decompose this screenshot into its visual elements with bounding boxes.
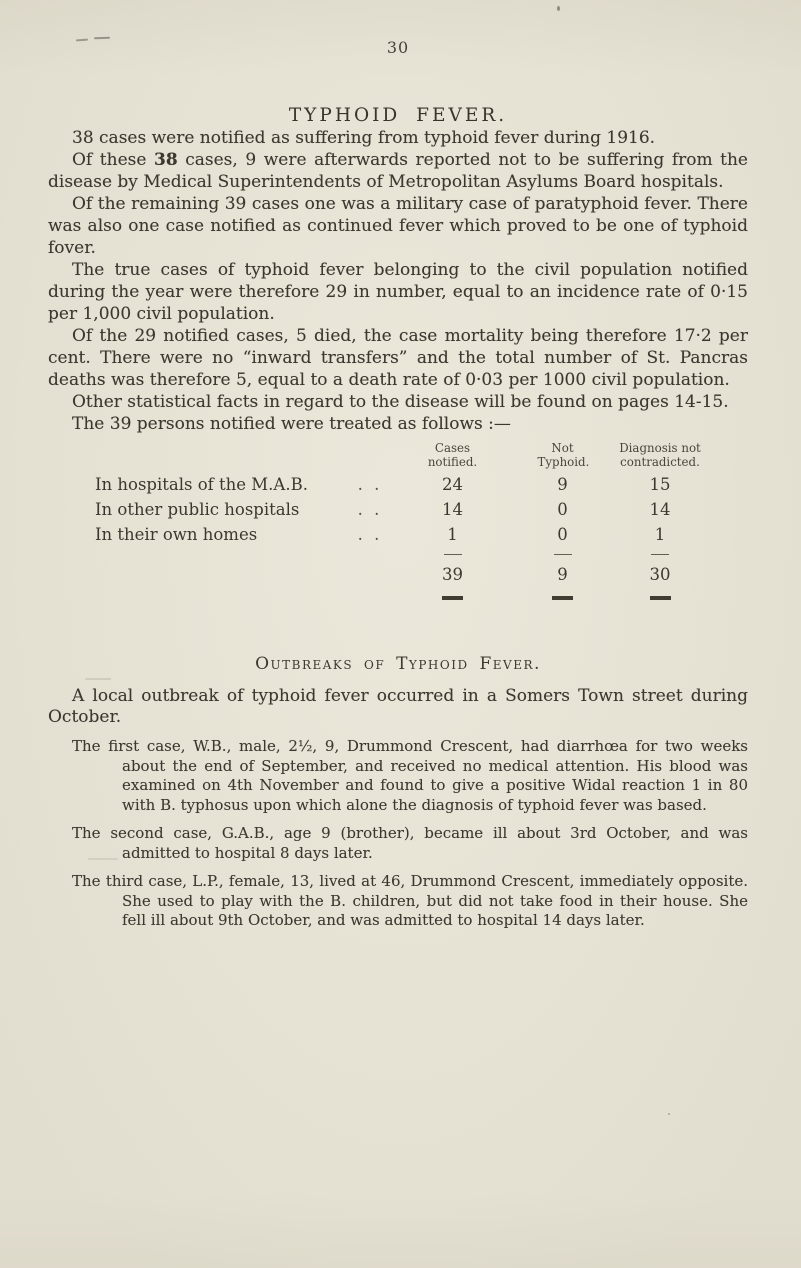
table-row (95, 522, 715, 547)
total-value: 9 (557, 565, 568, 584)
column-header-cases-notified: Cases notified. (427, 441, 478, 469)
paragraph-cases-notified: 38 cases were notified as suffering from typhoid fever during 1916. (72, 128, 656, 148)
bold-case-count: 38 (154, 150, 178, 170)
closing-rule-row (95, 589, 715, 607)
cell-value: 14 (442, 500, 463, 519)
case-description-first: The first case, W.B., male, 2½, 9, Drummond Crescent, had diarrhœa for two weeks about the end of September, and received no medical attention. His blood was examined on 4th November and found to give a positive Widal reaction 1 in 80 with B. typhosus upon which alone the diagnosis of typhoid fever was based. (72, 737, 748, 814)
dot-leader: . . (357, 500, 383, 519)
closing-rule (515, 596, 610, 600)
table-row (95, 497, 715, 522)
paragraph-text: cases, 9 were afterwards reported not to be suffering from the disease by Medical Superintendents of Metropolitan Asylums Board hospitals. (48, 150, 748, 192)
column-header-diagnosis: Diagnosis not contradicted. (619, 441, 701, 469)
cell-value: 15 (649, 475, 671, 494)
cell-value: 0 (557, 500, 568, 519)
row-label: In other public hospitals (95, 500, 300, 519)
table-totals-row (95, 562, 715, 587)
sum-rule (390, 554, 515, 556)
cell-value: 9 (557, 475, 568, 494)
section-heading-outbreaks: Outbreaks of Typhoid Fever. (255, 654, 541, 674)
column-header-not-typhoid: Not Typhoid. (537, 441, 590, 469)
total-value: 30 (649, 565, 671, 584)
paragraph-treated-intro: The 39 persons notified were treated as follows :— (72, 414, 511, 434)
table-row (95, 472, 715, 497)
dot-leader: . . (357, 525, 383, 544)
closing-rule (390, 596, 515, 600)
row-label: In hospitals of the M.A.B. (95, 475, 308, 494)
cell-value: 14 (649, 500, 671, 519)
paragraph-remaining-cases: Of the remaining 39 cases one was a military case of paratyphoid fever. There was also one case notified as continued fever which proved to be one of typhoid fover. (48, 194, 748, 258)
scan-speck (668, 1113, 670, 1115)
total-value: 39 (442, 565, 463, 584)
case-description-second: The second case, G.A.B., age 9 (brother), became ill about 3rd October, and was admitted to hospital 8 days later. (72, 824, 748, 862)
paragraph-mortality: Of the 29 notified cases, 5 died, the case mortality being therefore 17·2 per cent. There were no “inward transfers” and the total number of St. Pancras deaths was therefore 5, equal to a death rate of 0·03 per 1000 civil population. (48, 326, 748, 390)
sum-rule (515, 554, 610, 556)
paragraph-statistical-facts: Other statistical facts in regard to the disease will be found on pages 14-15. (72, 392, 729, 412)
paragraph-true-cases: The true cases of typhoid fever belonging to the civil population notified during the year were therefore 29 in number, equal to an incidence rate of 0·15 per 1,000 civil population. (48, 260, 748, 324)
row-label: In their own homes (95, 525, 258, 544)
paragraph-mab-reported (48, 149, 748, 193)
cell-value: 1 (654, 525, 666, 544)
cell-value: 1 (447, 525, 458, 544)
page-number: 30 (386, 38, 410, 57)
page-content (48, 0, 748, 931)
page-title: TYPHOID FEVER. (288, 105, 508, 126)
dot-leader: . . (357, 475, 383, 494)
paragraph-outbreak-intro: A local outbreak of typhoid fever occurred in a Somers Town street during October. (48, 686, 748, 727)
closing-rule (610, 596, 710, 600)
sum-rule (610, 554, 710, 556)
treatment-table (95, 441, 715, 607)
case-description-third: The third case, L.P., female, 13, lived at 46, Drummond Crescent, immediately opposite. She used to play with the B. children, but did not take food in their house. She fell ill about 9th October, and was admitted to hospital 14 days later. (72, 872, 748, 929)
cell-value: 0 (557, 525, 568, 544)
cell-value: 24 (442, 475, 463, 494)
table-header-row (95, 441, 715, 469)
sum-rule-row (95, 547, 715, 562)
paragraph-text: Of these (72, 150, 154, 170)
